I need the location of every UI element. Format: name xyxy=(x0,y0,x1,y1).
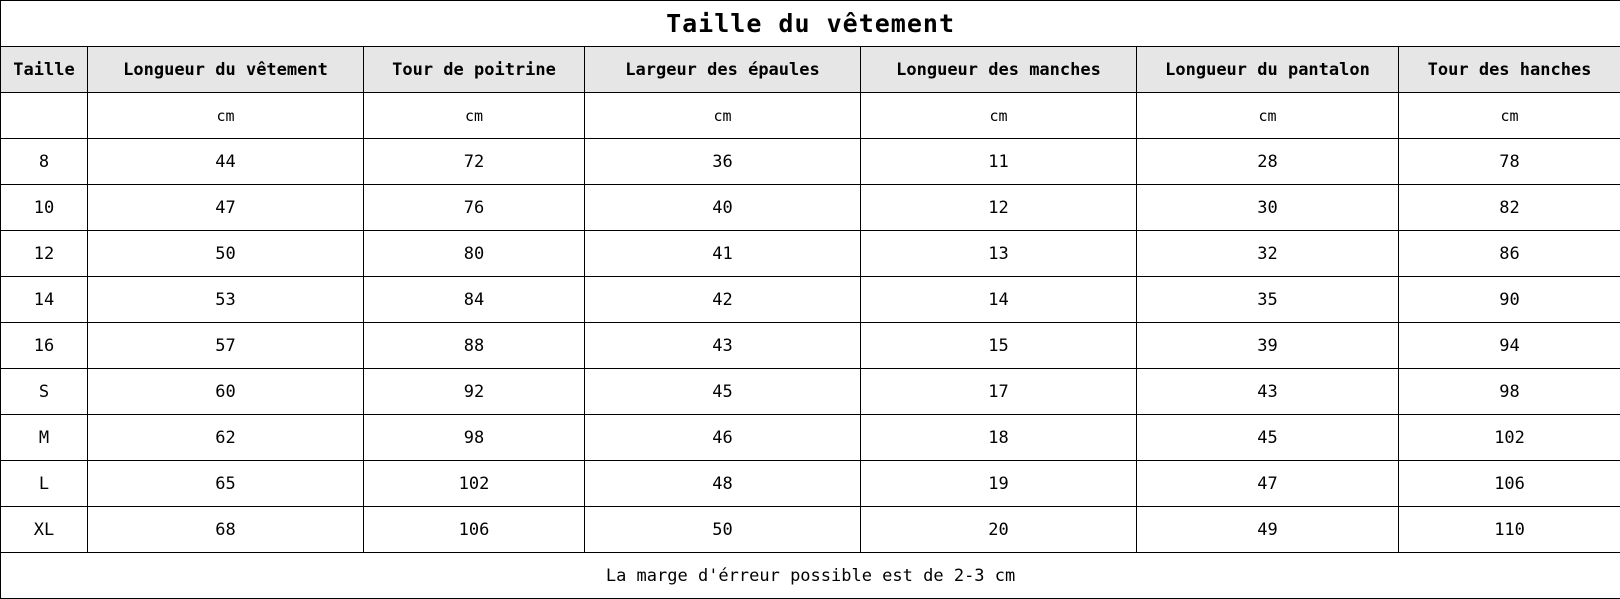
table-cell: 50 xyxy=(88,231,364,277)
table-cell: 92 xyxy=(364,369,585,415)
header-sleeve-length: Longueur des manches xyxy=(861,47,1137,93)
table-cell: 88 xyxy=(364,323,585,369)
table-cell: 76 xyxy=(364,185,585,231)
table-cell: 17 xyxy=(861,369,1137,415)
unit-cell: cm xyxy=(1399,93,1620,139)
header-row xyxy=(1,47,1620,93)
table-cell: 102 xyxy=(1399,415,1620,461)
unit-cell xyxy=(1,93,88,139)
table-row xyxy=(1,185,1620,231)
table-cell: 47 xyxy=(88,185,364,231)
table-cell: 13 xyxy=(861,231,1137,277)
table-cell: 19 xyxy=(861,461,1137,507)
table-cell: 28 xyxy=(1137,139,1399,185)
size-cell: 14 xyxy=(1,277,88,323)
table-row xyxy=(1,461,1620,507)
table-cell: 80 xyxy=(364,231,585,277)
header-pants-length: Longueur du pantalon xyxy=(1137,47,1399,93)
table-cell: 47 xyxy=(1137,461,1399,507)
title-row xyxy=(1,1,1620,47)
table-cell: 110 xyxy=(1399,507,1620,553)
table-cell: 40 xyxy=(585,185,861,231)
table-row xyxy=(1,415,1620,461)
table-row xyxy=(1,507,1620,553)
unit-row xyxy=(1,93,1620,139)
table-row xyxy=(1,231,1620,277)
table-cell: 44 xyxy=(88,139,364,185)
table-cell: 39 xyxy=(1137,323,1399,369)
unit-cell: cm xyxy=(88,93,364,139)
header-shoulder-width: Largeur des épaules xyxy=(585,47,861,93)
size-cell: 12 xyxy=(1,231,88,277)
table-cell: 62 xyxy=(88,415,364,461)
table-cell: 41 xyxy=(585,231,861,277)
header-garment-length: Longueur du vêtement xyxy=(88,47,364,93)
table-cell: 84 xyxy=(364,277,585,323)
table-row xyxy=(1,277,1620,323)
table-cell: 45 xyxy=(1137,415,1399,461)
table-cell: 53 xyxy=(88,277,364,323)
table-cell: 43 xyxy=(1137,369,1399,415)
table-row xyxy=(1,139,1620,185)
size-cell: 10 xyxy=(1,185,88,231)
table-cell: 82 xyxy=(1399,185,1620,231)
table-cell: 50 xyxy=(585,507,861,553)
size-cell: 16 xyxy=(1,323,88,369)
table-cell: 98 xyxy=(364,415,585,461)
footer-row xyxy=(1,553,1620,599)
header-size: Taille xyxy=(1,47,88,93)
size-cell: XL xyxy=(1,507,88,553)
table-cell: 11 xyxy=(861,139,1137,185)
unit-cell: cm xyxy=(861,93,1137,139)
table-cell: 35 xyxy=(1137,277,1399,323)
table-cell: 48 xyxy=(585,461,861,507)
table-cell: 18 xyxy=(861,415,1137,461)
table-cell: 86 xyxy=(1399,231,1620,277)
table-cell: 106 xyxy=(1399,461,1620,507)
header-chest: Tour de poitrine xyxy=(364,47,585,93)
table-cell: 49 xyxy=(1137,507,1399,553)
unit-cell: cm xyxy=(1137,93,1399,139)
table-row xyxy=(1,369,1620,415)
table-cell: 106 xyxy=(364,507,585,553)
size-cell: S xyxy=(1,369,88,415)
table-cell: 43 xyxy=(585,323,861,369)
table-cell: 68 xyxy=(88,507,364,553)
unit-cell: cm xyxy=(585,93,861,139)
table-cell: 90 xyxy=(1399,277,1620,323)
table-row xyxy=(1,323,1620,369)
size-cell: 8 xyxy=(1,139,88,185)
table-cell: 98 xyxy=(1399,369,1620,415)
table-cell: 102 xyxy=(364,461,585,507)
header-hips: Tour des hanches xyxy=(1399,47,1620,93)
table-cell: 46 xyxy=(585,415,861,461)
table-cell: 15 xyxy=(861,323,1137,369)
table-cell: 36 xyxy=(585,139,861,185)
table-cell: 78 xyxy=(1399,139,1620,185)
table-cell: 94 xyxy=(1399,323,1620,369)
error-margin-note: La marge d'érreur possible est de 2-3 cm xyxy=(1,553,1620,599)
table-cell: 30 xyxy=(1137,185,1399,231)
table-cell: 42 xyxy=(585,277,861,323)
table-title: Taille du vêtement xyxy=(1,1,1620,47)
table-cell: 32 xyxy=(1137,231,1399,277)
table-cell: 14 xyxy=(861,277,1137,323)
size-cell: L xyxy=(1,461,88,507)
table-cell: 60 xyxy=(88,369,364,415)
table-cell: 12 xyxy=(861,185,1137,231)
size-cell: M xyxy=(1,415,88,461)
table-cell: 72 xyxy=(364,139,585,185)
table-cell: 57 xyxy=(88,323,364,369)
table-cell: 65 xyxy=(88,461,364,507)
unit-cell: cm xyxy=(364,93,585,139)
table-cell: 45 xyxy=(585,369,861,415)
table-cell: 20 xyxy=(861,507,1137,553)
